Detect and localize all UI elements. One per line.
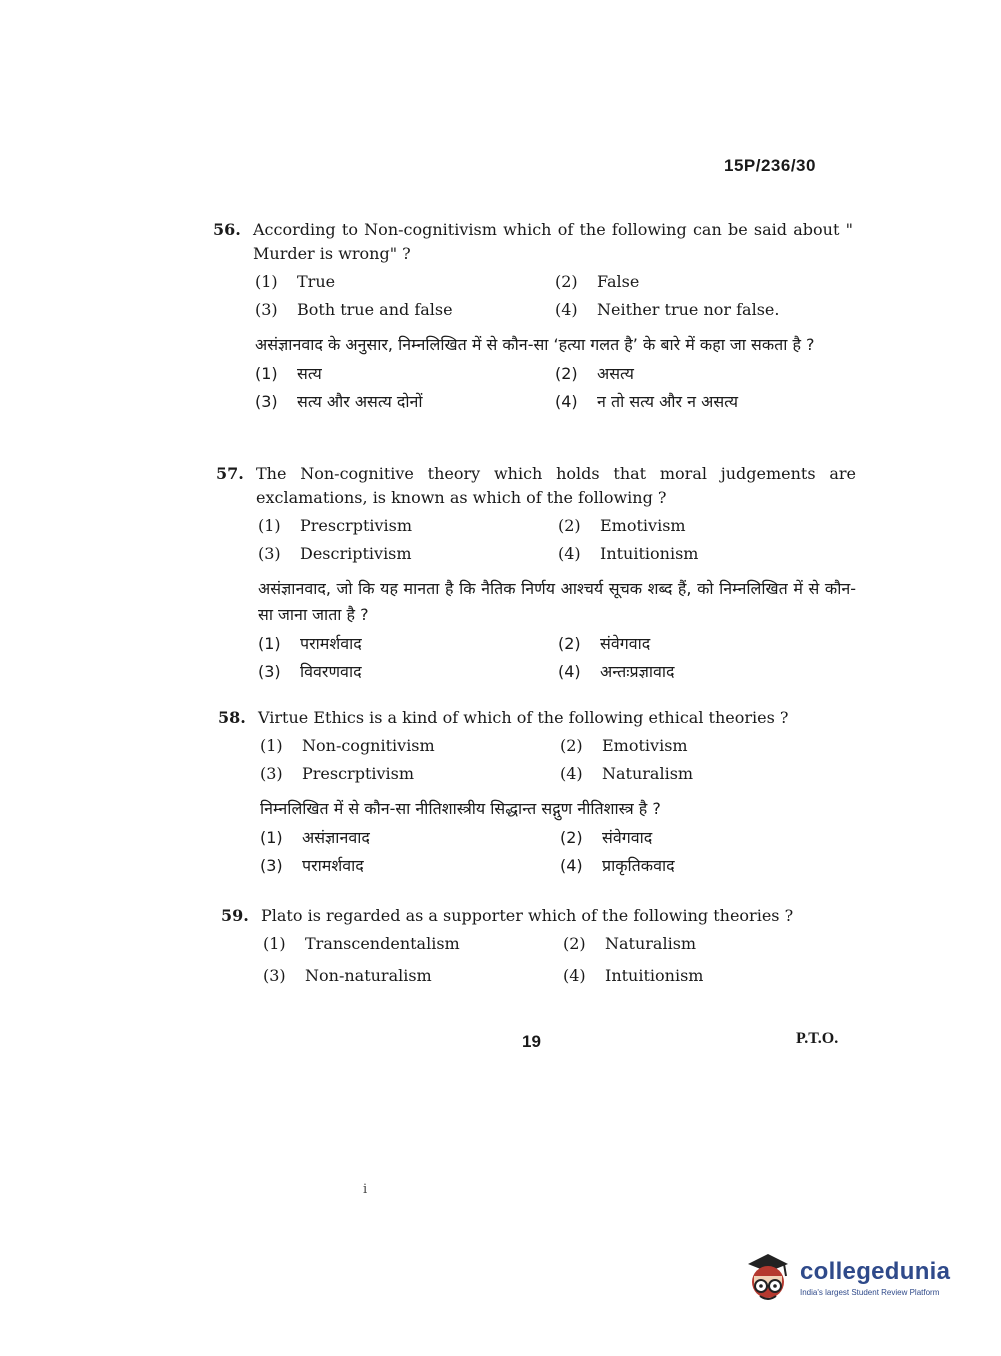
option-2-hi: (2) असत्य [555,364,634,383]
question-text: The Non-cognitive theory which holds that moral judgements are exclamations, is known as which of the following ? [256,464,856,507]
options-hi [258,632,856,684]
option-4: (4) Intuitionism [558,544,699,563]
options-en [258,514,856,566]
option-3-hi: (3) विवरणवाद [258,662,362,681]
paper-code: 15P/236/30 [724,156,816,175]
options-hi [260,826,858,878]
question-number: 59. [221,906,249,925]
option-4-hi: (4) न तो सत्य और न असत्य [555,392,739,411]
option-1: (1) True [255,272,336,291]
option-1-hi: (1) सत्य [255,364,322,383]
option-3: (3) Both true and false [255,300,453,319]
page-number: 19 [522,1032,541,1051]
options-en [263,932,861,988]
question-text-hindi: असंज्ञानवाद, जो कि यह मानता है कि नैतिक निर्णय आश्चर्य सूचक शब्द हैं, को निम्नलिखित में से कौन-सा जाना जाता है ? [258,579,856,624]
option-1: (1) Prescrptivism [258,516,413,535]
options-en [260,734,858,786]
option-2: (2) Emotivism [558,516,686,535]
question-text-hindi: असंज्ञानवाद के अनुसार, निम्नलिखित में से कौन-सा ‘हत्या गलत है’ के बारे में कहा जा सकता है ? [255,335,815,354]
stray-mark: i [363,1182,368,1197]
option-1-hi: (1) परामर्शवाद [258,634,362,653]
brand-mascot-icon [742,1250,794,1304]
option-3-hi: (3) परामर्शवाद [260,856,364,875]
option-4-hi: (4) अन्तःप्रज्ञावाद [558,662,675,681]
options-hi [255,362,853,414]
options-en [255,270,853,322]
question-number: 56. [213,220,241,239]
question-58 [218,706,858,878]
brand-watermark [742,1250,950,1304]
option-1-hi: (1) असंज्ञानवाद [260,828,370,847]
option-1: (1) Transcendentalism [263,934,460,953]
option-2-hi: (2) संवेगवाद [560,828,653,847]
question-text: Virtue Ethics is a kind of which of the following ethical theories ? [258,708,789,727]
option-1: (1) Non-cognitivism [260,736,435,755]
option-2: (2) False [555,272,640,291]
question-56 [213,218,853,414]
option-4: (4) Naturalism [560,764,694,783]
brand-tagline: India's largest Student Review Platform [800,1287,940,1297]
option-4-hi: (4) प्राकृतिकवाद [560,856,675,875]
option-4: (4) Neither true nor false. [555,300,780,319]
option-2: (2) Emotivism [560,736,688,755]
question-number: 58. [218,708,246,727]
option-3-hi: (3) सत्य और असत्य दोनों [255,392,423,411]
question-57 [216,462,856,684]
pto-label: P.T.O. [796,1030,839,1047]
question-59 [221,904,861,988]
option-3: (3) Descriptivism [258,544,412,563]
question-text: According to Non-cognitivism which of the following can be said about " Murder is wrong" ? [253,220,853,263]
option-3: (3) Non-naturalism [263,966,432,985]
option-2-hi: (2) संवेगवाद [558,634,651,653]
question-text: Plato is regarded as a supporter which of the following theories ? [261,906,794,925]
option-2: (2) Naturalism [563,934,697,953]
option-4: (4) Intuitionism [563,966,704,985]
question-number: 57. [216,464,244,483]
brand-name: collegedunia [800,1257,951,1285]
option-3: (3) Prescrptivism [260,764,415,783]
question-text-hindi: निम्नलिखित में से कौन-सा नीतिशास्त्रीय सिद्धान्त सद्गुण नीतिशास्त्र है ? [260,799,661,818]
